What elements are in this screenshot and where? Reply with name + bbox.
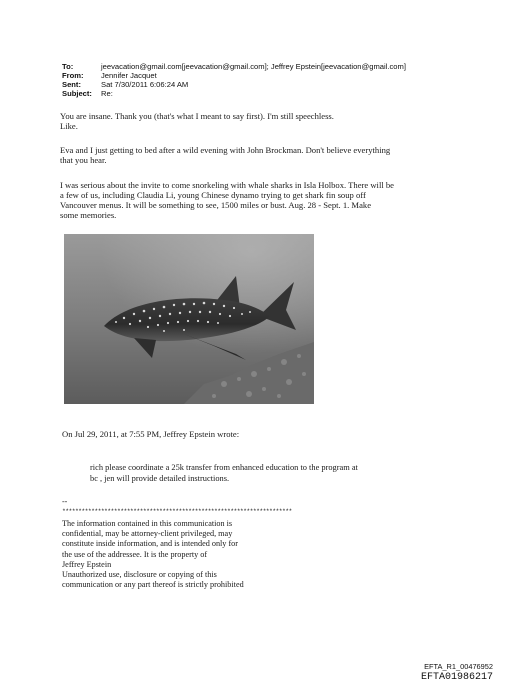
paragraph-line: Eva and I just getting to bed after a wild evening with John Brockman. Don't believe everything <box>60 145 391 155</box>
signature-separator: -- <box>62 497 68 506</box>
from-label: From: <box>62 71 84 80</box>
disclaimer-line: confidential, may be attorney-client privileged, may <box>62 529 233 539</box>
paragraph-line: Like. <box>60 121 78 131</box>
paragraph-1 <box>60 111 460 131</box>
paragraph-2 <box>60 145 460 165</box>
disclaimer-line: Unauthorized use, disclosure or copying of this <box>62 570 217 580</box>
whale-shark-photo <box>64 234 314 404</box>
paragraph-3 <box>60 180 460 220</box>
disclaimer-line: communication or any part thereof is strictly prohibited <box>62 580 244 590</box>
star-divider: *********************************************************************** <box>62 508 292 515</box>
disclaimer-line: The information contained in this communication is <box>62 519 233 528</box>
quote-intro: On Jul 29, 2011, at 7:55 PM, Jeffrey Epstein wrote: <box>62 429 240 439</box>
bates-number-primary: EFTA_R1_00476952 <box>424 662 493 671</box>
paragraph-line: a few of us, including Claudia Li, young Chinese dynamo trying to get shark fin soup off <box>60 190 366 200</box>
sent-value: Sat 7/30/2011 6:06:24 AM <box>101 80 189 89</box>
paragraph-line: I was serious about the invite to come snorkeling with whale sharks in Isla Holbox. There will be <box>60 180 394 190</box>
disclaimer-line: Jeffrey Epstein <box>62 559 112 569</box>
paragraph-line: You are insane. Thank you (that's what I meant to say first). I'm still speechless. <box>60 111 334 121</box>
quoted-line: rich please coordinate a 25k transfer from enhanced education to the program at <box>90 463 358 472</box>
disclaimer-line: the use of the addressee. It is the property of <box>62 549 208 559</box>
subject-value: Re: <box>101 89 113 98</box>
to-value: jeevacation@gmail.com[jeevacation@gmail.com]; Jeffrey Epstein[jeevacation@gmail.com] <box>101 62 406 71</box>
from-value: Jennifer Jacquet <box>101 71 157 80</box>
paragraph-line: some memories. <box>60 210 117 220</box>
confidentiality-disclaimer <box>62 519 322 590</box>
paragraph-line: Vancouver menus. It will be something to see, 1500 miles or bust. Aug. 28 - Sept. 1. Make <box>60 200 372 210</box>
disclaimer-line: constitute inside information, and is intended only for <box>62 539 238 549</box>
sent-label: Sent: <box>62 80 81 89</box>
quoted-message <box>90 462 450 484</box>
to-label: To: <box>62 62 74 71</box>
paragraph-line: that you hear. <box>60 155 107 165</box>
bates-number-secondary: EFTA01986217 <box>420 672 493 683</box>
quoted-line: bc , jen will provide detailed instructions. <box>90 474 230 483</box>
subject-label: Subject: <box>62 89 92 98</box>
